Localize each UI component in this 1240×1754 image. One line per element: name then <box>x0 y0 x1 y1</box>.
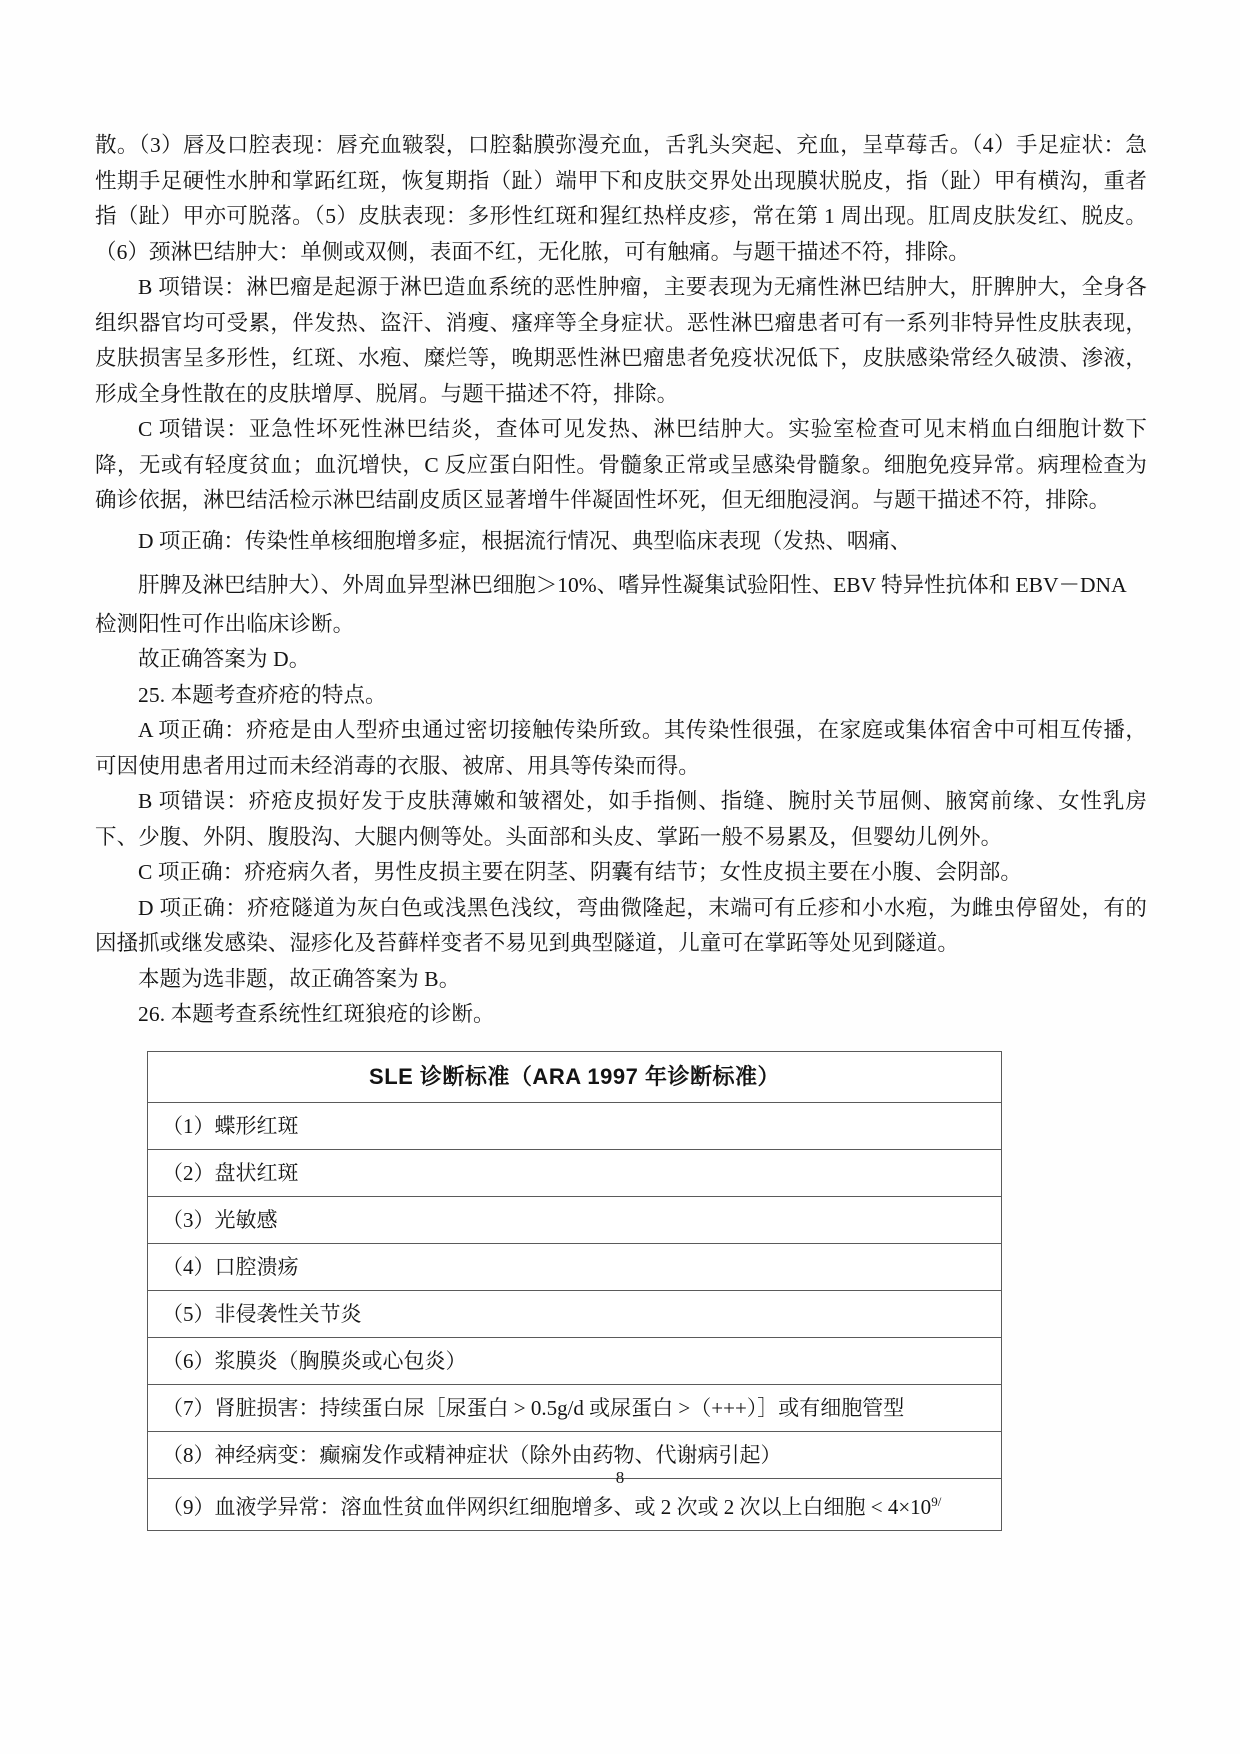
document-body <box>95 128 1147 1531</box>
criteria-item-8: （8）神经病变：癫痫发作或精神症状（除外由药物、代谢病引起） <box>148 1431 1002 1478</box>
sle-criteria-table <box>147 1051 1002 1531</box>
criteria-item-1: （1）蝶形红斑 <box>148 1102 1002 1149</box>
sle-criteria-table-wrapper <box>147 1051 1002 1531</box>
table-title-cell: SLE 诊断标准（ARA 1997 年诊断标准） <box>148 1051 1002 1102</box>
paragraph-q25-option-a: A 项正确：疥疮是由人型疥虫通过密切接触传染所致。其传染性很强，在家庭或集体宿舍中可相互传播，可因使用患者用过而未经消毒的衣服、被席、用具等传染而得。 <box>95 718 1147 778</box>
criteria-item-7: （7）肾脏损害：持续蛋白尿［尿蛋白 > 0.5g/d 或尿蛋白 >（+++）］或有细胞管型 <box>148 1384 1002 1431</box>
table-row <box>148 1102 1002 1149</box>
paragraph-option-c-wrong: C 项错误：亚急性坏死性淋巴结炎，查体可见发热、淋巴结肿大。实验室检查可见末梢血白细胞计数下降，无或有轻度贫血；血沉增快，C 反应蛋白阳性。骨髓象正常或呈感染骨髓象。细胞免疫异常。病理检查为确诊依据，淋巴结活检示淋巴结副皮质区显著增牛伴凝固性坏死，但无细胞浸润。与题干描述不符，排除。 <box>95 417 1147 512</box>
table-row <box>148 1290 1002 1337</box>
criteria-item-9-superscript: 9/ <box>931 1493 942 1509</box>
paragraph-q25-option-b: B 项错误：疥疮皮损好发于皮肤薄嫩和皱褶处，如手指侧、指缝、腕肘关节屈侧、腋窝前缘、女性乳房下、少腹、外阴、腹股沟、大腿内侧等处。头面部和头皮、掌跖一般不易累及，但婴幼儿例外。 <box>95 789 1147 849</box>
criteria-item-2: （2）盘状红斑 <box>148 1149 1002 1196</box>
criteria-item-6: （6）浆膜炎（胸膜炎或心包炎） <box>148 1337 1002 1384</box>
paragraph-q25-answer: 本题为选非题，故正确答案为 B。 <box>138 966 461 991</box>
table-row <box>148 1384 1002 1431</box>
criteria-item-3: （3）光敏感 <box>148 1196 1002 1243</box>
paragraph-clinical-diagnosis: 检测阳性可作出临床诊断。 <box>95 611 355 636</box>
criteria-item-9-text: （9）血液学异常：溶血性贫血伴网织红细胞增多、或 2 次或 2 次以上白细胞 < 4×10 <box>162 1494 932 1519</box>
page-number: 8 <box>615 1468 625 1487</box>
table-row <box>148 1196 1002 1243</box>
criteria-item-5: （5）非侵袭性关节炎 <box>148 1290 1002 1337</box>
table-header-row <box>148 1051 1002 1102</box>
paragraph-answer-d: 故正确答案为 D。 <box>138 647 311 671</box>
table-row <box>148 1337 1002 1384</box>
paragraph-question-25: 25. 本题考查疥疮的特点。 <box>138 682 387 707</box>
criteria-item-4: （4）口腔溃疡 <box>148 1243 1002 1290</box>
table-row <box>148 1243 1002 1290</box>
paragraph-q25-option-d: D 项正确：疥疮隧道为灰白色或浅黑色浅纹，弯曲微隆起，末端可有丘疹和小水疱，为雌虫停留处，有的因搔抓或继发感染、湿疹化及苔藓样变者不易见到典型隧道，儿童可在掌跖等处见到隧道。 <box>95 895 1147 955</box>
paragraph-option-d-correct: D 项正确：传染性单核细胞增多症，根据流行情况、典型临床表现（发热、咽痛、 <box>138 528 912 553</box>
paragraph-question-26: 26. 本题考查系统性红斑狼疮的诊断。 <box>138 1002 495 1026</box>
paragraph-1: 散。（3）唇及口腔表现：唇充血皲裂，口腔黏膜弥漫充血，舌乳头突起、充血，呈草莓舌。（4）手足症状：急性期手足硬性水肿和掌跖红斑，恢复期指（趾）端甲下和皮肤交界处出现膜状脱皮，指（趾）甲有横沟，重者指（趾）甲亦可脱落。（5）皮肤表现：多形性红斑和猩红热样皮疹，常在第 1 周出现。肛周皮肤发红、脱皮。（6）颈淋巴结肿大：单侧或双侧，表面不红，无化脓，可有触痛。与题干描述不符，排除。 <box>95 133 1147 264</box>
paragraph-ebv-dna-line: 肝脾及淋巴结肿大）、外周血异型淋巴细胞＞10%、嗜异性凝集试验阳性、EBV 特异性抗体和 EBV－DNA <box>138 572 1127 597</box>
paragraph-option-b-wrong: B 项错误：淋巴瘤是起源于淋巴造血系统的恶性肿瘤，主要表现为无痛性淋巴结肿大，肝脾肿大，全身各组织器官均可受累，伴发热、盗汗、消瘦、瘙痒等全身症状。恶性淋巴瘤患者可有一系列非特异性皮肤表现，皮肤损害呈多形性，红斑、水疱、糜烂等，晚期恶性淋巴瘤患者免疫状况低下，皮肤感染常经久破溃、渗液，形成全身性散在的皮肤增厚、脱屑。与题干描述不符，排除。 <box>95 275 1147 406</box>
table-row <box>148 1149 1002 1196</box>
paragraph-q25-option-c: C 项正确：疥疮病久者，男性皮损主要在阴茎、阴囊有结节；女性皮损主要在小腹、会阴部。 <box>138 860 1022 884</box>
